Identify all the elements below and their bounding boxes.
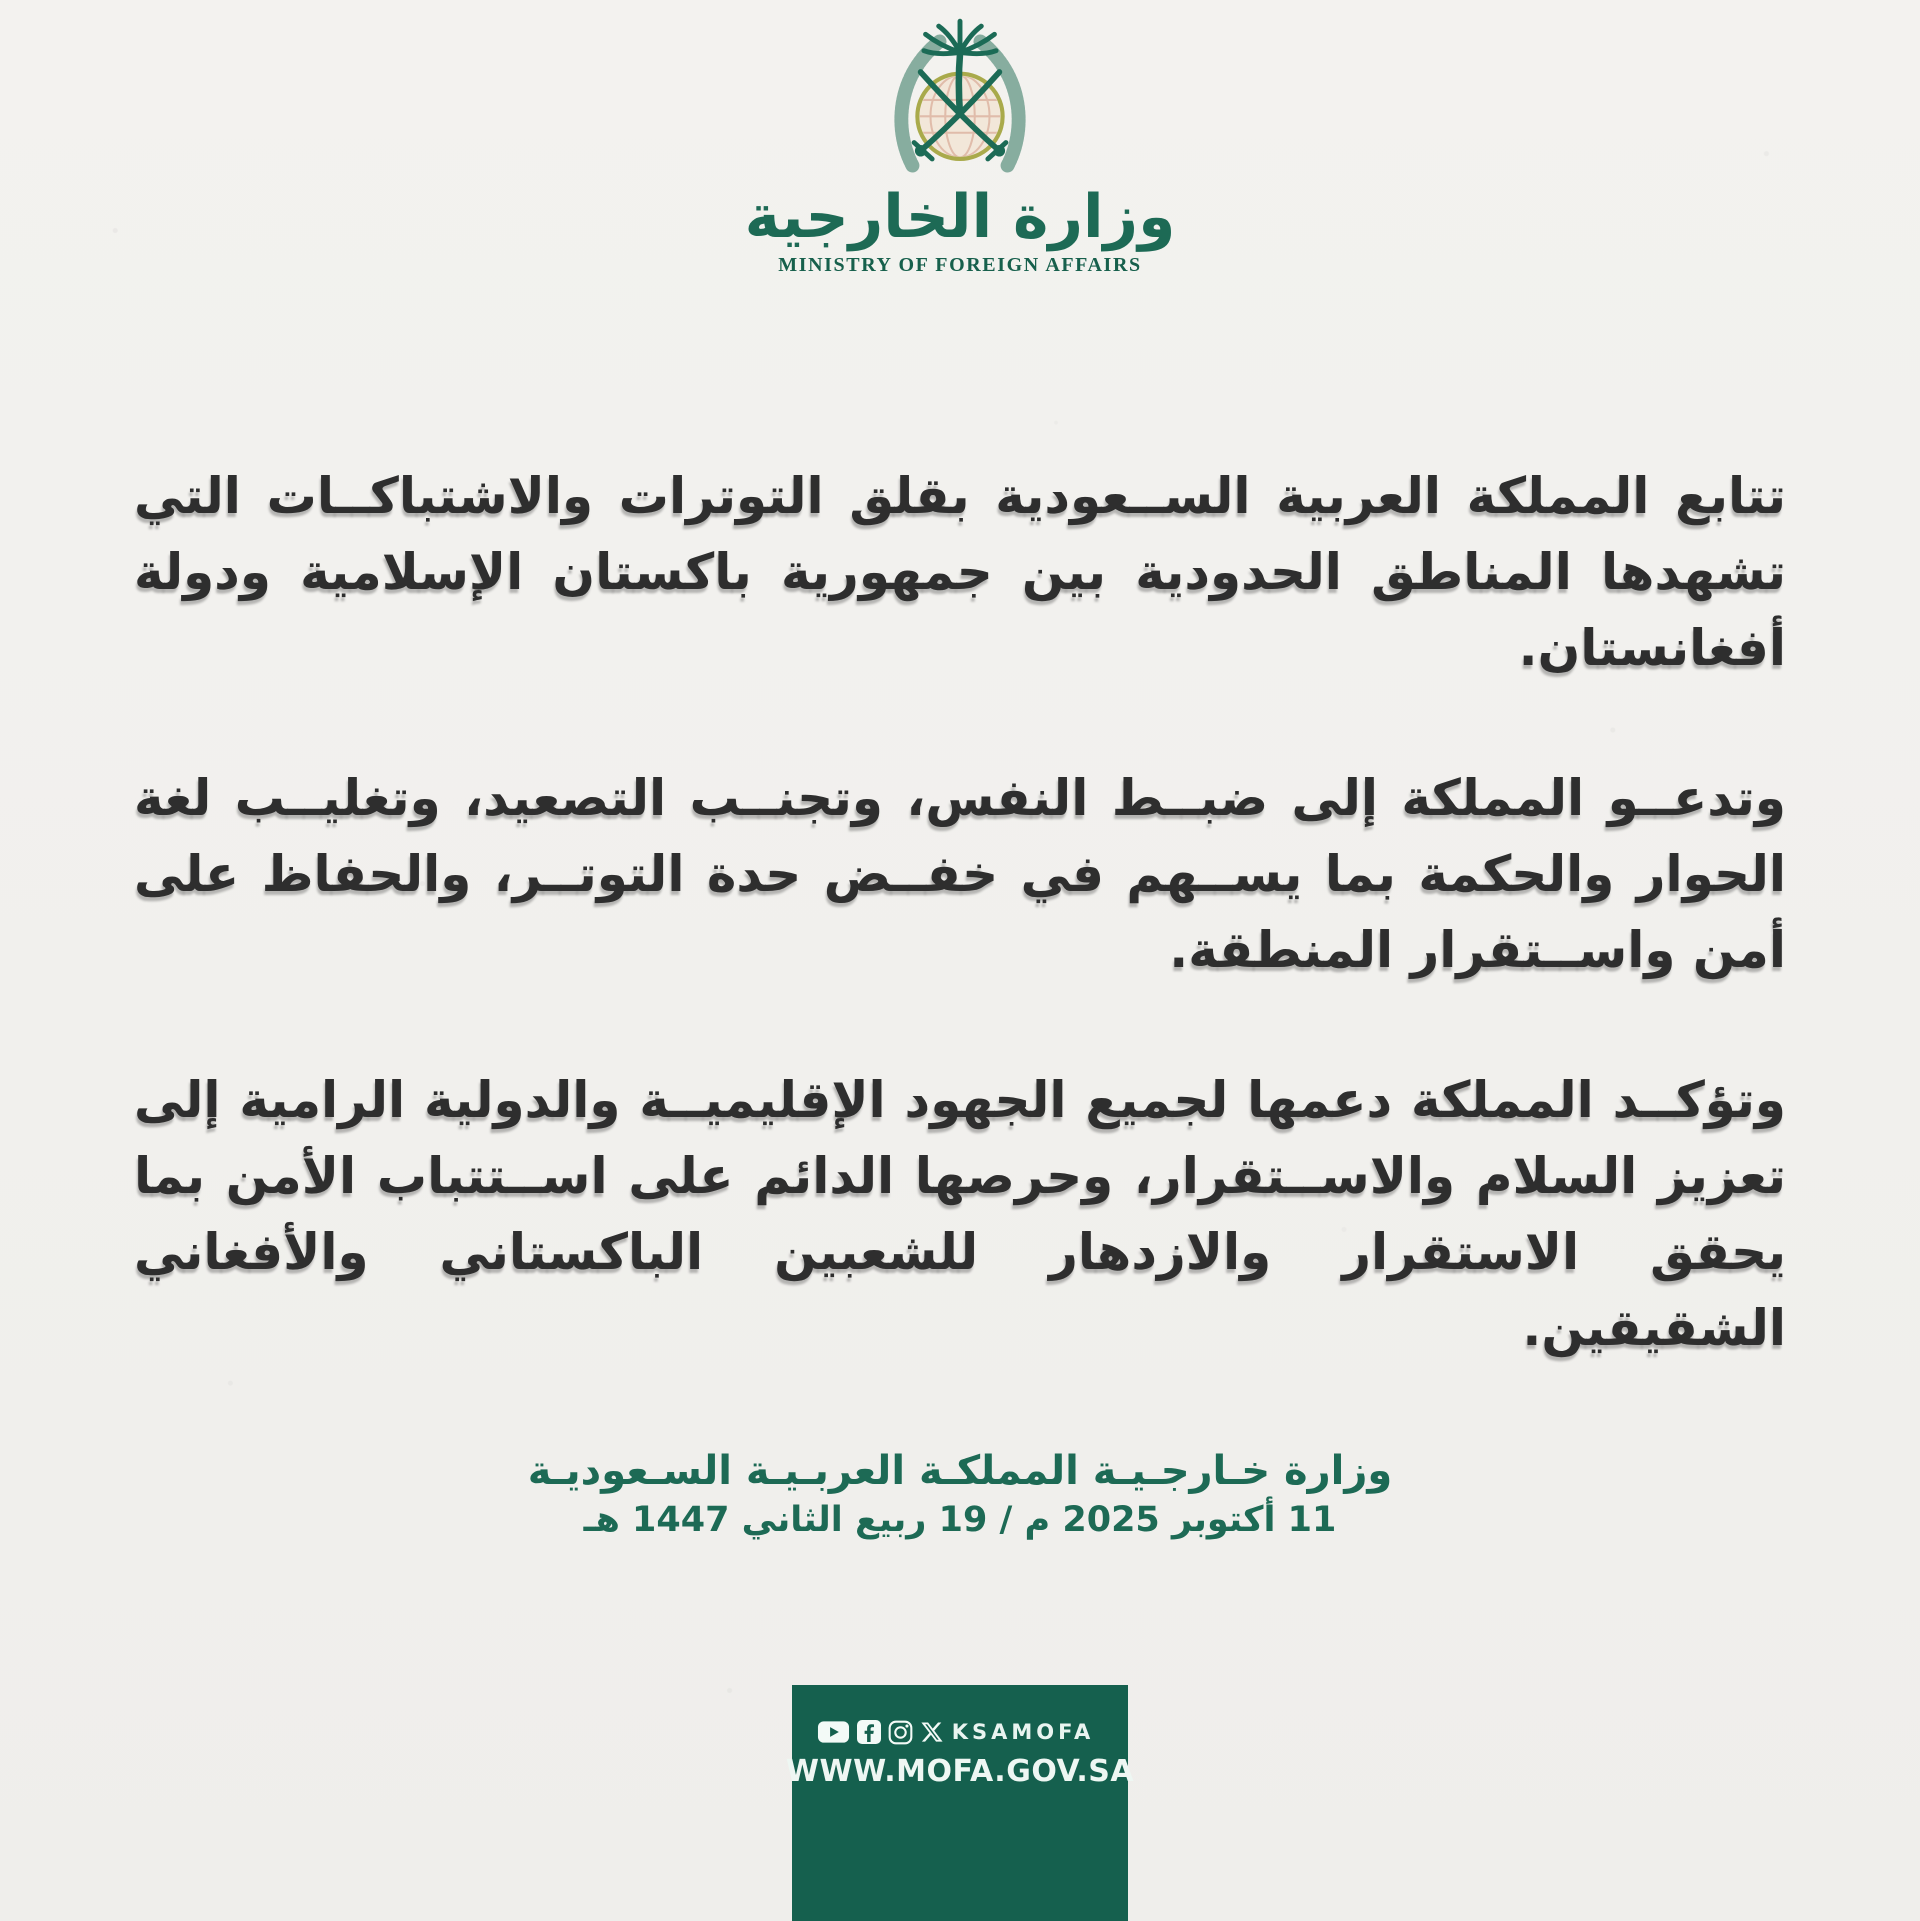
statement-paragraph: وتدعــو المملكة إلى ضبــط النفس، وتجنــب التصعيد، وتغليــب لغة الحوار والحكمة بما يســهم في خفــض حدة التوتــر، والحفاظ على أمن واســتقرار المنطقة. <box>134 769 1786 979</box>
youtube-icon <box>817 1720 850 1744</box>
social-handle: KSAMOFA <box>951 1720 1095 1744</box>
statement-paragraph: وتؤكــد المملكة دعمها لجميع الجهود الإقليميــة والدولية الرامية إلى تعزيز السلام والاســتقرار، وحرصها الدائم على اســتتباب الأمن بما يحقق الاستقرار والازدهار للشعبين الباكستاني والأفغاني الشقيقين. <box>134 1071 1786 1357</box>
social-row <box>817 1717 1104 1747</box>
statement-paragraph: تتابع المملكة العربية الســعودية بقلق التوترات والاشتباكــات التي تشهدها المناطق الحدودية بين جمهورية باكستان الإسلامية ودولة أفغانستان. <box>134 467 1786 677</box>
mofa-emblem <box>878 12 1042 178</box>
signature-block <box>0 1446 1920 1544</box>
statement-body <box>134 458 1786 1366</box>
facebook-icon <box>857 1720 881 1744</box>
x-icon <box>920 1721 945 1744</box>
ministry-name-english: MINISTRY OF FOREIGN AFFAIRS <box>778 254 1142 276</box>
signature-date-line: 11 أكتوبر 2025 م / 19 ربيع الثاني 1447 هـ <box>583 1500 1337 1540</box>
ministry-name-calligraphy: وزارة الخارجية <box>744 182 1176 252</box>
website-url: WWW.MOFA.GOV.SA <box>785 1754 1135 1789</box>
signature-ministry-line: وزارة خـارجـيـة المملكـة العربـيـة السـعوديـة <box>527 1448 1393 1494</box>
footer-banner <box>785 1685 1135 1921</box>
instagram-icon <box>888 1720 913 1745</box>
